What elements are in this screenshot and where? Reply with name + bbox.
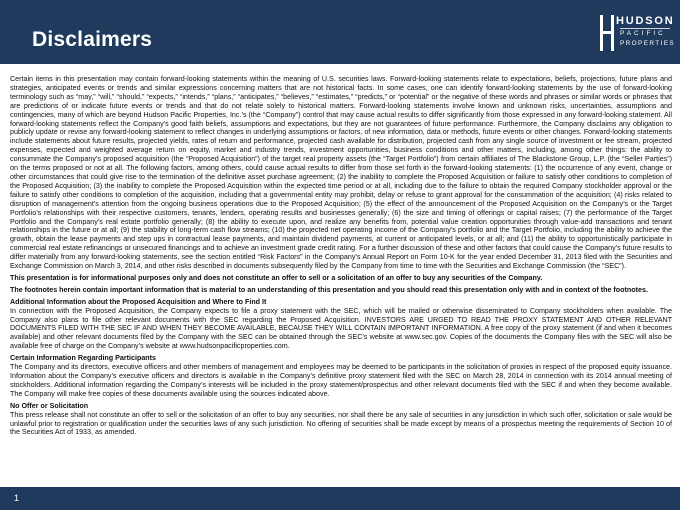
participants-heading: Certain Information Regarding Participants [10, 354, 157, 363]
additional-info-paragraph: In connection with the Proposed Acquisition, the Company expects to file a proxy statement with the SEC, which will be mailed or otherwise disseminated to Company stockholders when available. The Company also plans to file other relevant documents with the SEC regarding the Proposed Acquisition. INVESTORS ARE URGED TO READ THE PROXY STATEMENT AND OTHER RELEVANT DOCUMENTS FILED WITH THE SEC IF AND WHEN THEY BECOME AVAILABLE, BECAUSE THEY WILL CONTAIN IMPORTANT INFORMATION. A free copy of the proxy statement (if and when it becomes available) and other relevant documents filed by the Company with the SEC can be obtained through the SEC’s website at www.sec.gov. Copies of the documents the Company files with the SEC will also be available free of charge on the Company’s website at www.hudsonpacificproperties.com. [10, 306, 672, 351]
logo-line-3: PROPERTIES [620, 40, 676, 47]
header-bar [0, 0, 680, 64]
forward-looking-paragraph: Certain items in this presentation may contain forward-looking statements within the meaning of U.S. securities laws. Forward-looking statements relate to expectations, beliefs, projections, future plans and strategies, anticipated events or trends and similar expressions concerning matters that are not historical facts. In some cases, one can identify forward-looking statements by the use of forward-looking terminology such as “may,” “will,” “should,” “expects,” “intends,” “plans,” “anticipates,” “believes,” “estimates,” “predicts,” or “potential” or the negative of these words and phrases or similar words or phrases that are predictions of or indicate future events or trends and that do not relate solely to historical matters. Forward-looking statements involve known and unknown risks, uncertainties, assumptions and contingencies, many of which are beyond Hudson Pacific Properties, Inc.’s (the “Company”) control that may cause actual results to differ significantly from those expressed in any forward-looking statement. All forward-looking statements reflect the Company’s good faith beliefs, assumptions and expectations, but they are not guarantees of future performance. Furthermore, the Company disclaims any obligation to publicly update or revise any forward-looking statement to reflect changes in underlying assumptions or factors, of new information, data or methods, future events or other changes. Forward-looking statements include statements about future results, projected yields, rates of return and performance, projected cash available for distribution, projected cash from any single source of investment or fee stream, projected expenses, expected and weighted average return on equity, market and industry trends, investment opportunities, business conditions and other matters, including, among other things: the ability to consummate the Company’s proposed acquisition (the “Proposed Acquisition”) of the target real property assets (the “Target Portfolio”) from certain affiliates of The Blackstone Group, L.P. (the “Seller Parties”) on the terms proposed or not at all. The following factors, among others, could cause actual results to differ from those set forth in the forward-looking statements: (1) the occurrence of any event, change or other circumstances that could give rise to the termination of the definitive asset purchase agreement; (2) the inability to complete the Proposed Acquisition or failure to satisfy other conditions to completion of the Proposed Acquisition; (3) the inability to complete the Proposed Acquisition within the expected time period or at all, including due to the failure to obtain the required Company stockholder approval or the failure to satisfy other conditions to completion of the acquisition, including that a governmental entity may prohibit, delay or refuse to grant approval for the consummation of the acquisition; (4) risks related to disruption of management’s attention from the ongoing business operations due to the Proposed Acquisition; (5) the effect of the announcement of the Proposed Acquisition on the Company’s or the Target Portfolio’s relationships with their respective customers, tenants, lenders, operating results and businesses generally; (6) the size and timing of offerings or capital raises; (7) the performance of the Target Portfolio and the Company’s real estate portfolio generally; (8) the ability to execute upon, and realize any benefits from, potential value creation opportunities through value-add transactions and tenant relationships in the future or at all; (9) the stability of long-term cash flow streams; (10) the projected net operating income of the Company’s portfolio and the Target Portfolio, including the ability to achieve the growth, obtain the lease payments and step ups in contractual lease payments, and maintain dividend payments, at current or anticipated levels, or at all; and (11) the ability to opportunistically participate in commercial real estate refinancings or unsecured financings and to achieve an investment grade credit rating. For a further discussion of these and other factors that could cause the Company’s future results to differ materially from any forward-looking statements, see the section entitled “Risk Factors” in the Company’s Annual Report on Form 10-K for the year ended December 31, 2013 filed with the Securities and Exchange Commission on March 3, 2014, and other risks described in documents subsequently filed by the Company from time to time with the Securities and Exchange Commission (the “SEC”). [10, 75, 672, 271]
company-logo [598, 13, 674, 57]
footer-bar [0, 487, 680, 510]
participants-paragraph: The Company and its directors, executive officers and other members of management and employees may be deemed to be participants in the solicitation of proxies in respect of the proposed equity issuance. Information about the Company’s executive officers and directors is available in the Company’s definitive proxy statement filed with the SEC on March 28, 2014 in connection with its 2014 annual meeting of stockholders. Additional information regarding the Company’s interests will be included in the proxy statement/prospectus and other relevant documents filed with the SEC if and when they become available. The Company will make free copies of these documents available using the sources indicated above. [10, 363, 672, 398]
logo-line-2: PACIFIC [620, 30, 666, 37]
page-number: 1 [14, 493, 20, 503]
additional-info-heading: Additional Information about the Proposed Acquisition and Where to Find It [10, 297, 267, 306]
no-offer-heading: No Offer or Solicitation [10, 401, 89, 410]
logo-divider [620, 28, 670, 29]
page-title: Disclaimers [32, 28, 153, 51]
disclaimer-body [10, 75, 672, 440]
informational-notice: This presentation is for informational purposes only and does not constitute an offer to sell or a solicitation of an offer to buy any securities of the Company. [10, 273, 543, 282]
logo-line-1: HUDSON [616, 15, 675, 27]
footnotes-notice: The footnotes herein contain important information that is material to an understanding of this presentation and you should read this presentation only with and in context of the footnotes. [10, 285, 648, 294]
no-offer-paragraph: This press release shall not constitute an offer to sell or the solicitation of an offer to buy any securities, nor shall there be any sale of securities in any jurisdiction in which such offer, solicitation or sale would be unlawful prior to registration or qualification under the securities laws of any such jurisdiction. No offering of securities shall be made except by means of a prospectus meeting the requirements of Section 10 of the Securities Act of 1933, as amended. [10, 410, 672, 437]
logo-h-icon [600, 15, 614, 51]
